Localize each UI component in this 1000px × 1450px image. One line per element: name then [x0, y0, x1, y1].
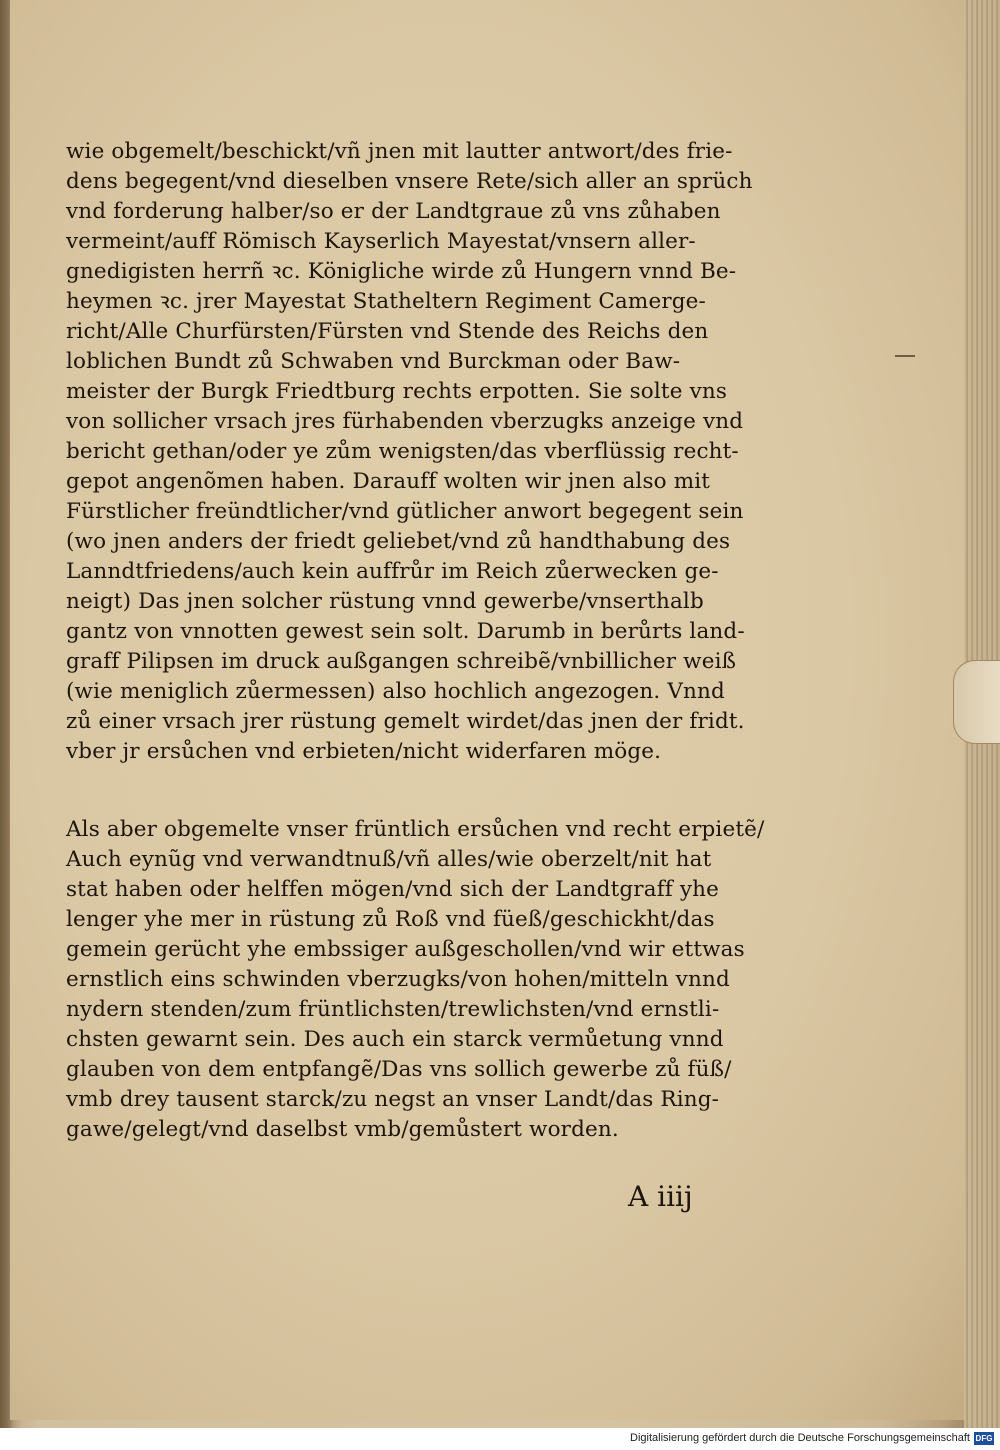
footer-bar: [0, 1428, 1000, 1450]
text-line: heymen ꝛc. jrer Mayestat Statheltern Regiment Camerge-: [66, 289, 706, 314]
text-line: bericht gethan/oder ye zům wenigsten/das vberflüssig recht-: [66, 439, 739, 464]
text-line: meister der Burgk Friedtburg rechts erpotten. Sie solte vns: [66, 379, 728, 404]
text-line: Fürstlicher freündtlicher/vnd gütlicher anwort begegent sein: [66, 499, 744, 524]
text-line: stat haben oder helffen mögen/vnd sich der Landtgraff yhe: [66, 877, 720, 902]
text-line: nydern stenden/zum früntlichsten/trewlichsten/vnd ernstli-: [66, 997, 720, 1022]
text-line: neigt) Das jnen solcher rüstung vnnd gewerbe/vnserthalb: [66, 589, 704, 614]
margin-mark: [895, 355, 915, 357]
text-line: wie obgemelt/beschickt/vñ jnen mit lautter antwort/des frie-: [66, 139, 733, 164]
text-line: zů einer vrsach jrer rüstung gemelt wirdet/das jnen der fridt.: [66, 709, 745, 734]
text-line: gemein gerücht yhe embssiger außgeschollen/vnd wir ettwas: [66, 937, 745, 962]
text-line: vermeint/auff Römisch Kayserlich Mayestat/vnsern aller-: [66, 229, 696, 254]
text-line: chsten gewarnt sein. Des auch ein starck vermůetung vnnd: [66, 1027, 724, 1052]
text-line: loblichen Bundt zů Schwaben vnd Burckman oder Baw-: [66, 349, 681, 374]
text-line: richt/Alle Churfürsten/Fürsten vnd Stende des Reichs den: [66, 319, 709, 344]
text-line: Als aber obgemelte vnser früntlich ersůchen vnd recht erpietẽ/: [66, 817, 765, 842]
text-line: Auch eynũg vnd verwandtnuß/vñ alles/wie oberzelt/nit hat: [66, 847, 712, 872]
page-tab-marker: [953, 660, 1000, 744]
text-line: graff Pilipsen im druck außgangen schreibẽ/vnbillicher weiß: [66, 649, 737, 674]
text-line: gantz von vnnotten gewest sein solt. Darumb in berůrts land-: [66, 619, 745, 644]
paragraph-2: [66, 815, 766, 1145]
text-line: Lanndtfriedens/auch kein auffrůr im Reich zůerwecken ge-: [66, 559, 719, 584]
text-line: von sollicher vrsach jres fürhabenden vberzugks anzeige vnd: [66, 409, 744, 434]
text-line: vnd forderung halber/so er der Landtgraue zů vns zůhaben: [66, 199, 721, 224]
text-line: gawe/gelegt/vnd daselbst vmb/gemůstert worden.: [66, 1117, 619, 1142]
signature-mark: A iiij: [628, 1180, 693, 1213]
text-line: vmb drey tausent starck/zu negst an vnser Landt/das Ring-: [66, 1087, 720, 1112]
text-line: glauben von dem entpfangẽ/Das vns sollich gewerbe zů füß/: [66, 1057, 732, 1082]
text-line: (wo jnen anders der friedt geliebet/vnd zů handthabung des: [66, 529, 731, 554]
dfg-logo-icon: DFG: [975, 1434, 993, 1443]
footer-credit: Digitalisierung gefördert durch die Deutsche Forschungsgemeinschaft: [630, 1432, 970, 1444]
text-line: gnedigisten herrñ ꝛc. Königliche wirde zů Hungern vnnd Be-: [66, 259, 737, 284]
paragraph-1: [66, 137, 766, 767]
text-line: lenger yhe mer in rüstung zů Roß vnd füeß/geschickht/das: [66, 907, 715, 932]
text-line: vber jr ersůchen vnd erbieten/nicht widerfaren möge.: [66, 739, 662, 764]
text-line: gepot angenõmen haben. Darauff wolten wir jnen also mit: [66, 469, 711, 494]
text-line: ernstlich eins schwinden vberzugks/von hohen/mitteln vnnd: [66, 967, 730, 992]
text-line: (wie meniglich zůermessen) also hochlich angezogen. Vnnd: [66, 679, 725, 704]
text-line: dens begegent/vnd dieselben vnsere Rete/sich aller an sprüch: [66, 169, 753, 194]
